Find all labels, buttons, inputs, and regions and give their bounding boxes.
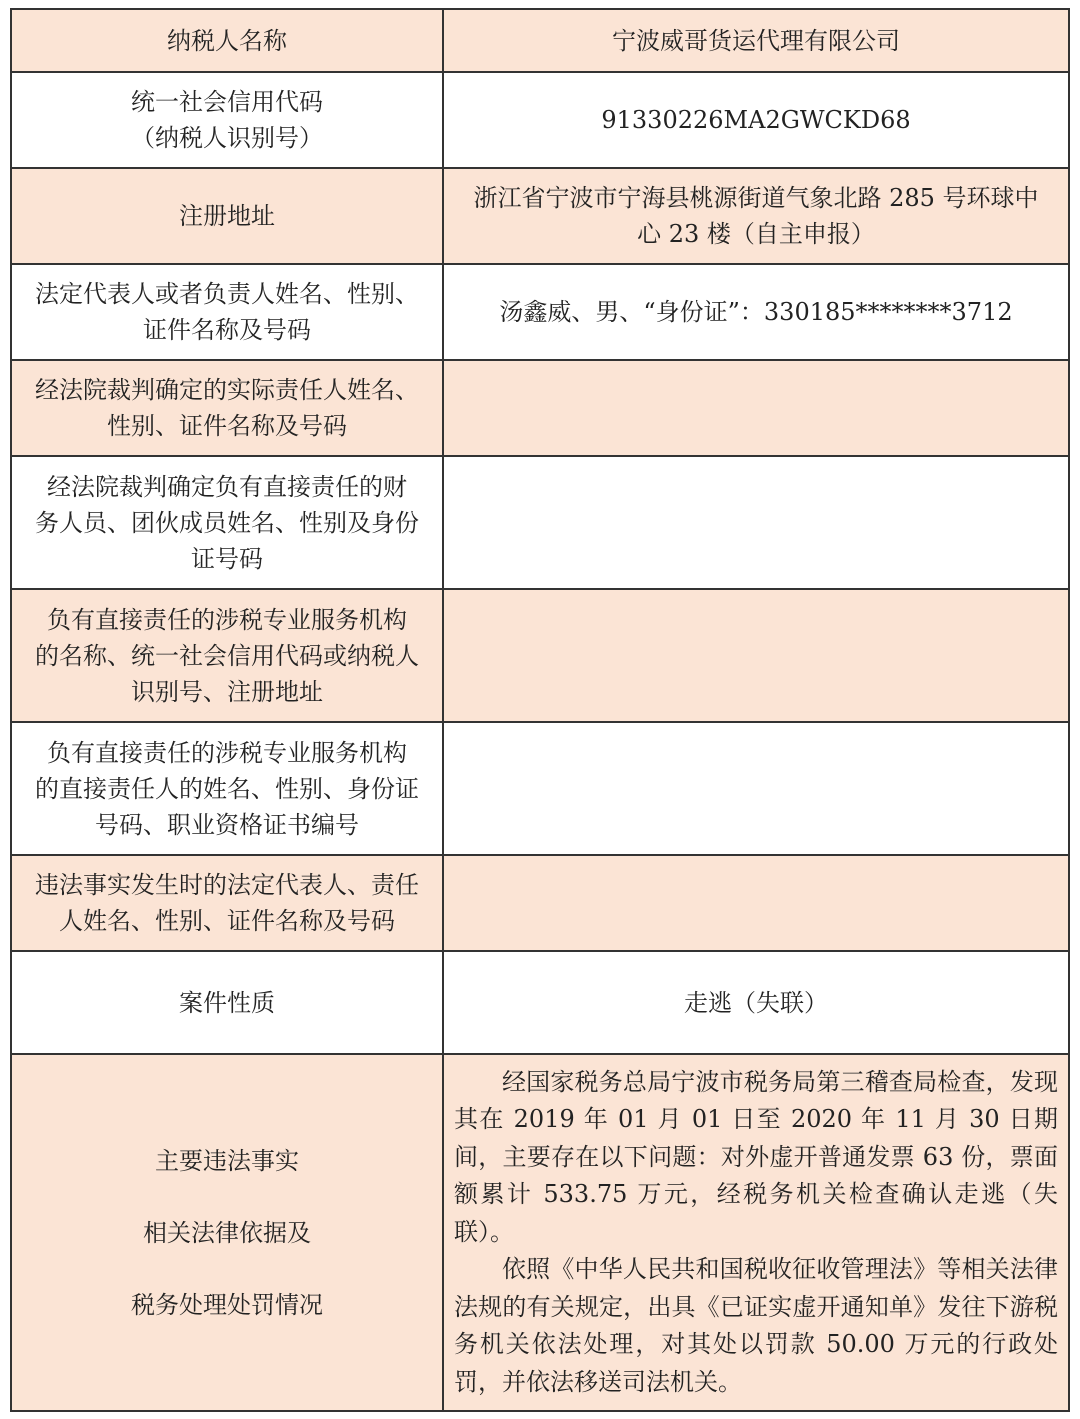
value-registered-address: 浙江省宁波市宁海县桃源街道气象北路 285 号环球中 心 23 楼（自主申报） — [443, 168, 1069, 264]
value-service-agency — [443, 589, 1069, 722]
label-registered-address: 注册地址 — [11, 168, 443, 264]
row-service-agency — [11, 589, 1069, 722]
label-legal-representative: 法定代表人或者负责人姓名、性别、 证件名称及号码 — [11, 264, 443, 360]
label-actual-responsible-person: 经法院裁判确定的实际责任人姓名、 性别、证件名称及号码 — [11, 360, 443, 456]
row-violation-facts — [11, 1054, 1069, 1411]
row-case-nature — [11, 951, 1069, 1054]
label-representative-at-violation: 违法事实发生时的法定代表人、责任 人姓名、性别、证件名称及号码 — [11, 855, 443, 951]
row-taxpayer-name — [11, 9, 1069, 72]
row-representative-at-violation — [11, 855, 1069, 951]
value-finance-personnel — [443, 456, 1069, 589]
label-agency-responsible-person: 负有直接责任的涉税专业服务机构 的直接责任人的姓名、性别、身份证 号码、职业资格证书编号 — [11, 722, 443, 855]
value-credit-code: 91330226MA2GWCKD68 — [443, 72, 1069, 168]
penalty-paragraph: 依照《中华人民共和国税收征收管理法》等相关法律法规的有关规定，出具《已证实虚开通知单》发往下游税务机关依法处理，对其处以罚款 50.00 万元的行政处罚，并依法移送司法机关。 — [454, 1255, 1058, 1396]
value-taxpayer-name: 宁波威哥货运代理有限公司 — [443, 9, 1069, 72]
label-service-agency: 负有直接责任的涉税专业服务机构 的名称、统一社会信用代码或纳税人 识别号、注册地址 — [11, 589, 443, 722]
value-violation-facts — [443, 1054, 1069, 1411]
row-credit-code — [11, 72, 1069, 168]
taxpayer-info-table — [10, 8, 1070, 1412]
tax-violation-document — [10, 8, 1070, 1410]
row-actual-responsible-person — [11, 360, 1069, 456]
row-finance-personnel — [11, 456, 1069, 589]
row-legal-representative — [11, 264, 1069, 360]
label-case-nature: 案件性质 — [11, 951, 443, 1054]
value-agency-responsible-person — [443, 722, 1069, 855]
value-actual-responsible-person — [443, 360, 1069, 456]
value-representative-at-violation — [443, 855, 1069, 951]
row-registered-address — [11, 168, 1069, 264]
value-legal-representative: 汤鑫威、男、“身份证”：330185********3712 — [443, 264, 1069, 360]
facts-paragraph: 经国家税务总局宁波市税务局第三稽查局检查，发现其在 2019 年 01 月 01 日至 2020 年 11 月 30 日期间，主要存在以下问题：对外虚开普通发票 63 份，票面额累计 533.75 万元，经税务机关检查确认走逃（失联）。 — [454, 1067, 1058, 1246]
label-finance-personnel: 经法院裁判确定负有直接责任的财 务人员、团伙成员姓名、性别及身份 证号码 — [11, 456, 443, 589]
label-violation-facts: 主要违法事实 相关法律依据及 税务处理处罚情况 — [11, 1054, 443, 1411]
label-taxpayer-name: 纳税人名称 — [11, 9, 443, 72]
label-credit-code: 统一社会信用代码 （纳税人识别号） — [11, 72, 443, 168]
value-case-nature: 走逃（失联） — [443, 951, 1069, 1054]
row-agency-responsible-person — [11, 722, 1069, 855]
